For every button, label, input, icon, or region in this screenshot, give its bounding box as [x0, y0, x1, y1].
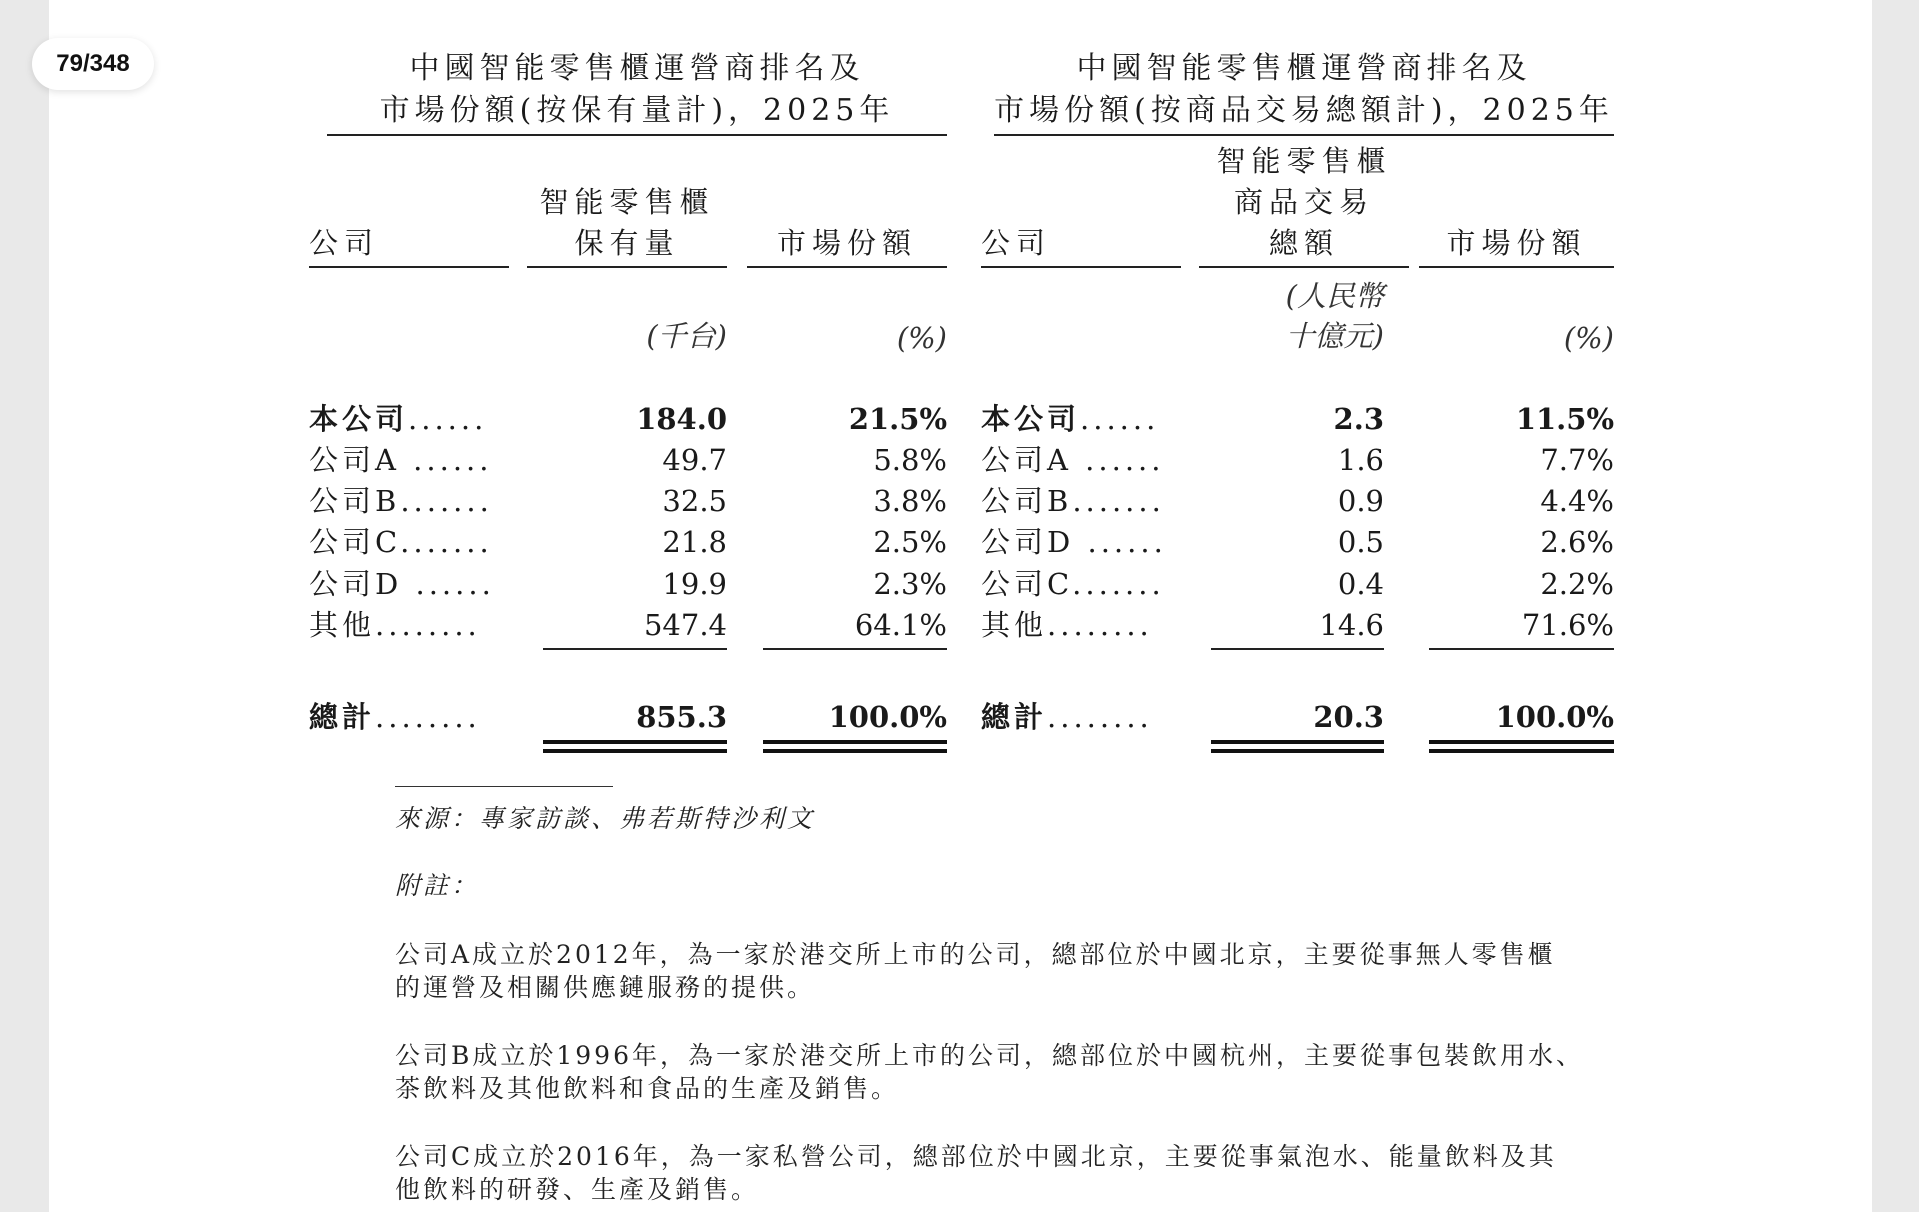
row-leader-dots: ........ [375, 700, 481, 734]
right-subtotal-rule-value [1211, 648, 1384, 650]
row-company: 本公司 [309, 402, 409, 436]
total-share: 100.0% [1495, 700, 1614, 734]
row-value: 2.3 [1333, 402, 1384, 436]
right-unit-value-line2: 十億元) [1285, 319, 1384, 353]
row-share: 2.2% [1540, 567, 1614, 601]
left-header-share: 市場份額 [776, 226, 917, 260]
row-value: 547.4 [643, 608, 727, 642]
row-value: 184.0 [636, 402, 727, 436]
left-total-double-rule-value [543, 740, 727, 753]
left-header-value-rule [527, 266, 727, 268]
right-unit-share: (%) [1563, 321, 1614, 355]
left-table-title-line2: 市場份額(按保有量計)，2025年 [379, 93, 895, 128]
total-share: 100.0% [828, 700, 947, 734]
note-company-c-line2: 他飲料的研發、生產及銷售。 [395, 1175, 760, 1204]
row-leader-dots: ........ [1047, 700, 1153, 734]
note-company-b-line1: 公司B成立於1996年，為一家於港交所上市的公司，總部位於中國杭州，主要從事包裝飲用水、 [395, 1041, 1584, 1070]
row-company: 公司C [981, 567, 1073, 601]
note-company-b-line2: 茶飲料及其他飲料和食品的生產及銷售。 [395, 1074, 900, 1103]
row-value: 49.7 [662, 443, 727, 477]
row-leader-dots: ...... [1074, 525, 1167, 559]
left-header-company-rule [309, 266, 509, 268]
row-leader-dots: ....... [1072, 484, 1165, 518]
right-header-share-rule [1419, 266, 1614, 268]
row-leader-dots: ....... [400, 525, 493, 559]
page-indicator[interactable]: 79/348 [32, 38, 154, 90]
left-total-double-rule-share [763, 740, 947, 753]
right-total-double-rule-value [1211, 740, 1384, 753]
notes-heading: 附註： [395, 871, 480, 900]
row-company: 其他 [981, 608, 1048, 642]
total-label: 總計 [309, 700, 376, 734]
row-value: 32.5 [662, 484, 727, 518]
row-value: 0.4 [1337, 567, 1384, 601]
left-unit-share: (%) [896, 321, 947, 355]
left-subtotal-rule-share [763, 648, 947, 650]
row-share: 7.7% [1540, 443, 1614, 477]
right-header-share: 市場份額 [1446, 226, 1587, 260]
row-share: 5.8% [873, 443, 947, 477]
row-company: 公司D [981, 525, 1075, 559]
row-company: 公司C [309, 525, 401, 559]
left-table-title-line1: 中國智能零售櫃運營商排名及 [409, 51, 865, 86]
row-value: 21.8 [662, 525, 727, 559]
right-header-company: 公司 [981, 226, 1052, 260]
footnote-separator [395, 786, 613, 787]
right-subtotal-rule-share [1429, 648, 1614, 650]
row-leader-dots: ...... [408, 402, 488, 436]
right-header-company-rule [981, 266, 1181, 268]
left-header-value-line1: 智能零售櫃 [539, 185, 715, 219]
row-leader-dots: ...... [402, 567, 495, 601]
left-unit-value: (千台) [646, 319, 727, 353]
row-value: 19.9 [662, 567, 727, 601]
right-table-title-line1: 中國智能零售櫃運營商排名及 [1076, 51, 1532, 86]
row-share: 2.5% [873, 525, 947, 559]
row-share: 21.5% [848, 402, 947, 436]
row-leader-dots: ....... [1072, 567, 1165, 601]
left-header-value-line2: 保有量 [574, 226, 680, 260]
row-share: 4.4% [1540, 484, 1614, 518]
row-value: 0.5 [1337, 525, 1384, 559]
left-header-share-rule [747, 266, 947, 268]
note-company-c-line1: 公司C成立於2016年，為一家私營公司，總部位於中國北京，主要從事氣泡水、能量飲料及其 [395, 1142, 1557, 1171]
row-share: 11.5% [1515, 402, 1614, 436]
row-share: 71.6% [1521, 608, 1614, 642]
row-leader-dots: ...... [1080, 402, 1160, 436]
right-unit-value-line1: (人民幣 [1285, 279, 1384, 313]
total-label: 總計 [981, 700, 1048, 734]
row-value: 1.6 [1337, 443, 1384, 477]
right-header-value-rule [1199, 266, 1409, 268]
source-note: 來源：專家訪談、弗若斯特沙利文 [395, 804, 816, 833]
right-header-value-line3: 總額 [1268, 226, 1339, 260]
row-value: 0.9 [1337, 484, 1384, 518]
row-share: 2.6% [1540, 525, 1614, 559]
row-value: 14.6 [1319, 608, 1384, 642]
left-header-company: 公司 [309, 226, 380, 260]
right-table-title-line2: 市場份額(按商品交易總額計)，2025年 [994, 93, 1614, 128]
note-company-a-line2: 的運營及相關供應鏈服務的提供。 [395, 973, 816, 1002]
row-leader-dots: ........ [375, 608, 481, 642]
total-value: 20.3 [1313, 700, 1384, 734]
right-title-underline [994, 134, 1614, 136]
right-header-value-line1: 智能零售櫃 [1216, 144, 1392, 178]
row-leader-dots: ...... [1071, 443, 1165, 477]
row-company: 公司B [981, 484, 1073, 518]
right-header-value-line2: 商品交易 [1233, 185, 1374, 219]
row-share: 64.1% [854, 608, 947, 642]
row-leader-dots: ....... [400, 484, 493, 518]
row-company: 本公司 [981, 402, 1081, 436]
total-value: 855.3 [636, 700, 727, 734]
row-company: 其他 [309, 608, 376, 642]
row-company: 公司A [981, 443, 1072, 477]
right-total-double-rule-share [1429, 740, 1614, 753]
row-share: 2.3% [873, 567, 947, 601]
document-page [49, 0, 1872, 1212]
left-title-underline [327, 134, 947, 136]
row-company: 公司A [309, 443, 400, 477]
row-company: 公司B [309, 484, 401, 518]
row-share: 3.8% [873, 484, 947, 518]
row-leader-dots: ...... [399, 443, 493, 477]
left-subtotal-rule-value [543, 648, 727, 650]
row-leader-dots: ........ [1047, 608, 1153, 642]
note-company-a-line1: 公司A成立於2012年，為一家於港交所上市的公司，總部位於中國北京，主要從事無人零售櫃 [395, 940, 1556, 969]
row-company: 公司D [309, 567, 403, 601]
